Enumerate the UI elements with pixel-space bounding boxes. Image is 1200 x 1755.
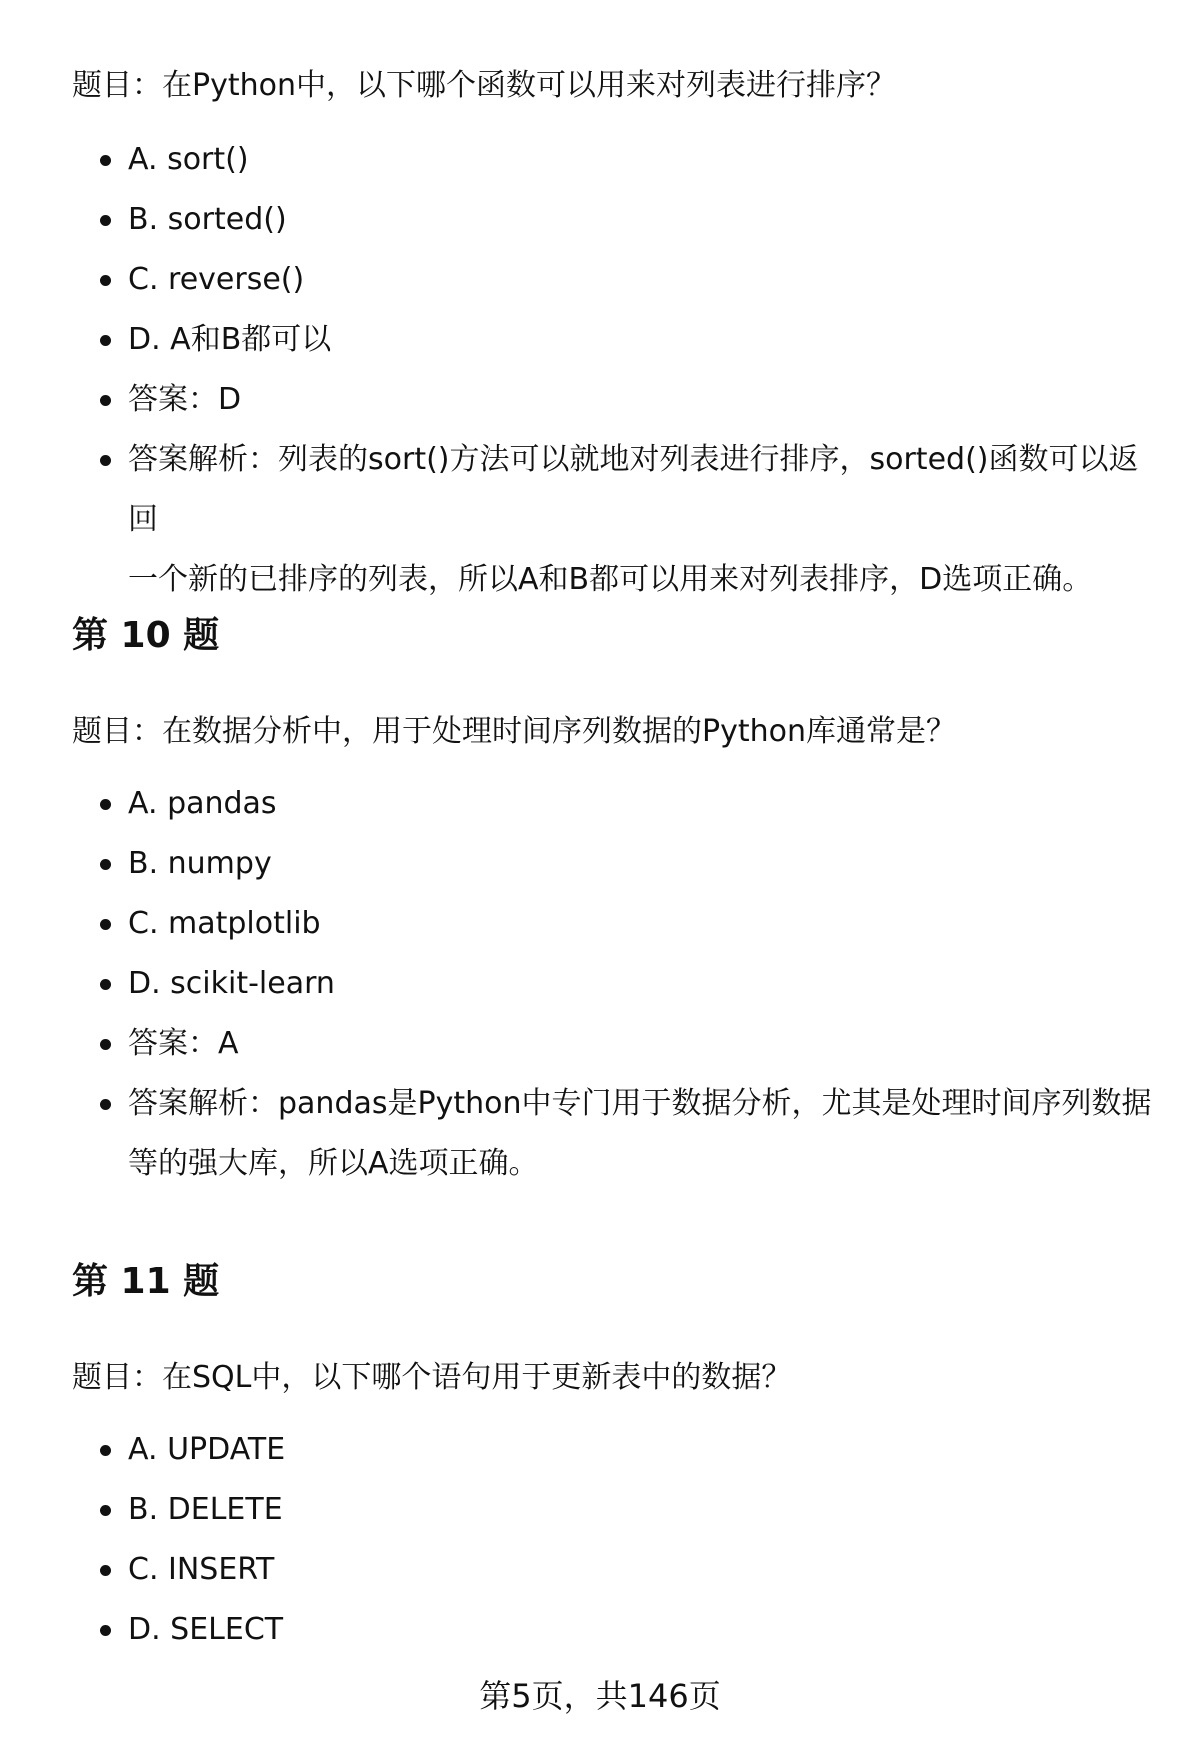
question-10-text: 题目：在数据分析中，用于处理时间序列数据的Python库通常是？ [72,714,956,749]
page-number: 第5页，共146页 [479,1677,721,1715]
bullet-icon [100,799,111,810]
bullet-icon [100,859,111,870]
bullet-icon [100,1039,111,1050]
option-c: C. reverse() [72,250,1152,310]
option-a: A. sort() [72,130,1152,190]
option-c: C. matplotlib [72,894,1152,954]
option-b: B. sorted() [72,190,1152,250]
bullet-icon [100,1505,111,1516]
bullet-icon [100,275,111,286]
option-d: D. A和B都可以 [72,310,1152,370]
answer-explanation: 答案解析：列表的sort()方法可以就地对列表进行排序，sorted()函数可以返回 一个新的已排序的列表，所以A和B都可以用来对列表排序，D选项正确。 [72,430,1152,610]
answer: 答案：A [72,1014,1152,1074]
bullet-icon [100,335,111,346]
bullet-icon [100,979,111,990]
bullet-icon [100,1445,111,1456]
question-9-options [72,130,1152,610]
bullet-icon [100,1565,111,1576]
answer-explanation: 答案解析：pandas是Python中专门用于数据分析，尤其是处理时间序列数据 等的强大库，所以A选项正确。 [72,1074,1152,1194]
option-b: B. DELETE [72,1480,1152,1540]
bullet-icon [100,455,111,466]
question-10-heading: 第 10 题 [72,615,220,656]
bullet-icon [100,395,111,406]
option-b: B. numpy [72,834,1152,894]
question-11-heading: 第 11 题 [72,1261,220,1302]
option-a: A. UPDATE [72,1420,1152,1480]
question-10-options [72,774,1152,1194]
bullet-icon [100,1099,111,1110]
bullet-icon [100,215,111,226]
answer: 答案：D [72,370,1152,430]
bullet-icon [100,919,111,930]
option-c: C. INSERT [72,1540,1152,1600]
question-11-text: 题目：在SQL中，以下哪个语句用于更新表中的数据？ [72,1360,792,1395]
bullet-icon [100,155,111,166]
question-9-text: 题目：在Python中，以下哪个函数可以用来对列表进行排序？ [72,68,896,103]
option-d: D. scikit-learn [72,954,1152,1014]
option-d: D. SELECT [72,1600,1152,1660]
bullet-icon [100,1625,111,1636]
option-a: A. pandas [72,774,1152,834]
question-11-options [72,1420,1152,1660]
